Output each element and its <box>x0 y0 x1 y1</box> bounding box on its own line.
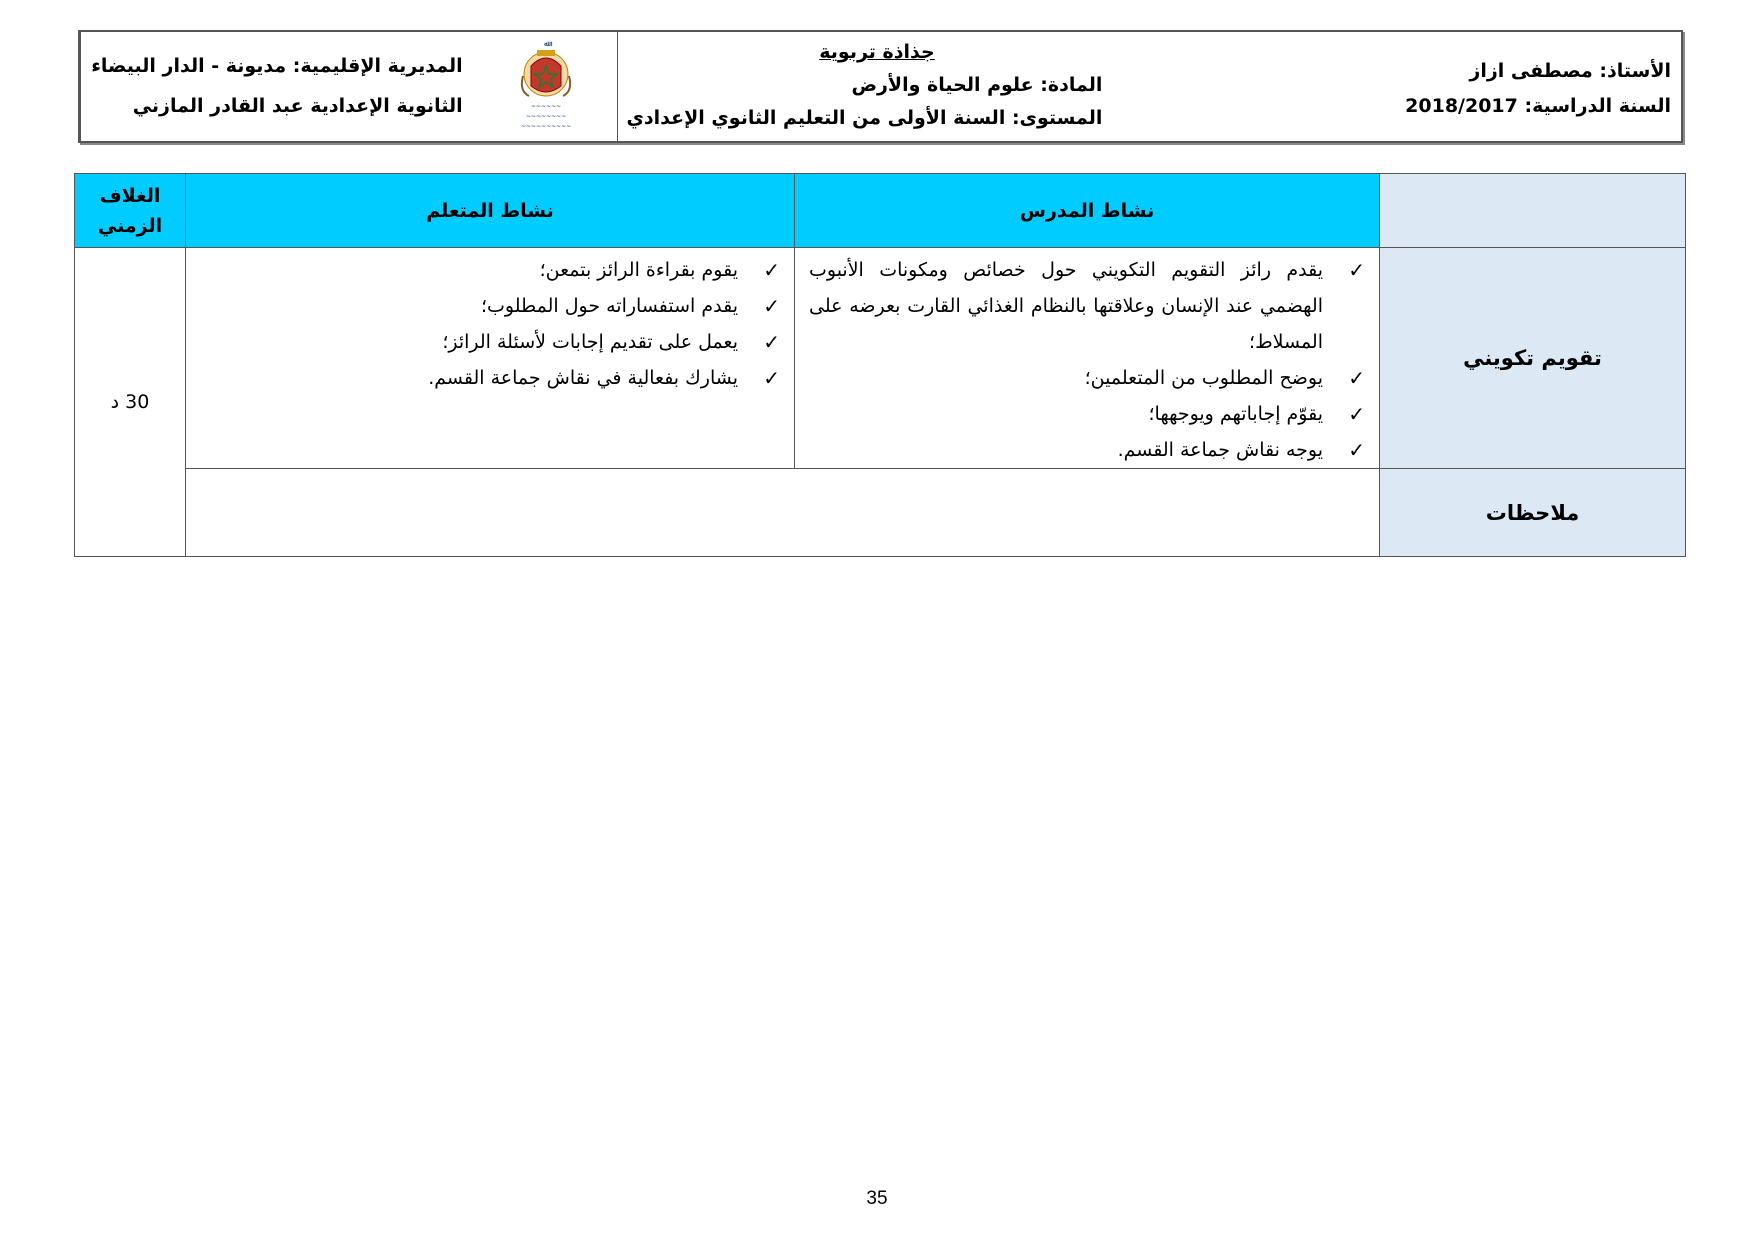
list-item: ✓ يقوّم إجاباتهم ويوجهها؛ <box>809 396 1365 432</box>
school-year: السنة الدراسية: 2018/2017 <box>1405 95 1671 117</box>
teacher-activity-cell <box>795 248 1380 469</box>
list-item: ✓ يقوم بقراءة الرائز بتمعن؛ <box>200 252 780 288</box>
list-item: ✓ يقدم رائز التقويم التكويني حول خصائص ومكونات الأنبوب الهضمي عند الإنسان وعلاقتها بالنظام الغذائي القارت بعرضه على المسلاط؛ <box>809 252 1365 360</box>
checkmark-icon: ✓ <box>763 330 780 354</box>
header-subject-cell <box>617 32 1149 141</box>
svg-text:~~~~~~: ~~~~~~ <box>530 103 561 110</box>
page-number: 35 <box>866 1188 888 1209</box>
phase-header-empty <box>1380 174 1686 248</box>
subject-label: المادة: علوم الحياة والأرض <box>851 74 1103 96</box>
svg-text:~~~~~~~~: ~~~~~~~~ <box>525 113 566 120</box>
school-name: الثانوية الإعدادية عبد القادر المازني <box>132 95 463 117</box>
checkmark-icon: ✓ <box>1348 258 1365 282</box>
document-header <box>78 30 1683 143</box>
moroccan-coat-of-arms-icon <box>493 36 599 136</box>
checkmark-icon: ✓ <box>1348 438 1365 462</box>
directorate-label: المديرية الإقليمية: مديونة - الدار البيضاء <box>91 55 463 77</box>
svg-text:~~~~~~~~~~: ~~~~~~~~~~ <box>520 123 571 130</box>
svg-text:ﷲ: ﷲ <box>543 40 548 48</box>
learner-activity-cell <box>186 248 795 469</box>
checkmark-icon: ✓ <box>763 258 780 282</box>
phase-cell: تقويم تكويني <box>1380 248 1686 469</box>
time-header-line2: الزمني <box>97 214 163 237</box>
time-envelope-header <box>75 174 186 248</box>
checkmark-icon: ✓ <box>1348 402 1365 426</box>
learner-activity-header: نشاط المتعلم <box>186 174 795 248</box>
table-row <box>75 248 1686 469</box>
teacher-activity-header: نشاط المدرس <box>795 174 1380 248</box>
list-item: ✓ يشارك بفعالية في نقاش جماعة القسم. <box>200 360 780 396</box>
level-label: المستوى: السنة الأولى من التعليم الثانوي الإعدادي <box>626 107 1103 129</box>
table-header-row <box>75 174 1686 248</box>
list-item: ✓ يقدم استفساراته حول المطلوب؛ <box>200 288 780 324</box>
time-value-cell: 30 د <box>75 248 186 557</box>
list-item: ✓ يعمل على تقديم إجابات لأسئلة الرائز؛ <box>200 324 780 360</box>
notes-content-cell <box>186 469 1380 557</box>
table-row <box>75 469 1686 557</box>
lesson-table <box>74 173 1685 556</box>
header-teacher-cell <box>1148 32 1681 141</box>
list-item: ✓ يوجه نقاش جماعة القسم. <box>809 432 1365 468</box>
time-header-line1: الغلاف <box>99 184 161 207</box>
document-title: جذاذة تربوية <box>819 41 935 63</box>
notes-label-cell: ملاحظات <box>1380 469 1686 557</box>
header-institution-cell <box>80 32 617 141</box>
list-item: ✓ يوضح المطلوب من المتعلمين؛ <box>809 360 1365 396</box>
learner-activity-list <box>186 248 794 396</box>
checkmark-icon: ✓ <box>763 366 780 390</box>
teacher-name: الأستاذ: مصطفى ازاز <box>1469 60 1671 82</box>
checkmark-icon: ✓ <box>1348 366 1365 390</box>
teacher-activity-list <box>795 248 1379 468</box>
header-institution-text <box>91 46 462 126</box>
checkmark-icon: ✓ <box>763 294 780 318</box>
